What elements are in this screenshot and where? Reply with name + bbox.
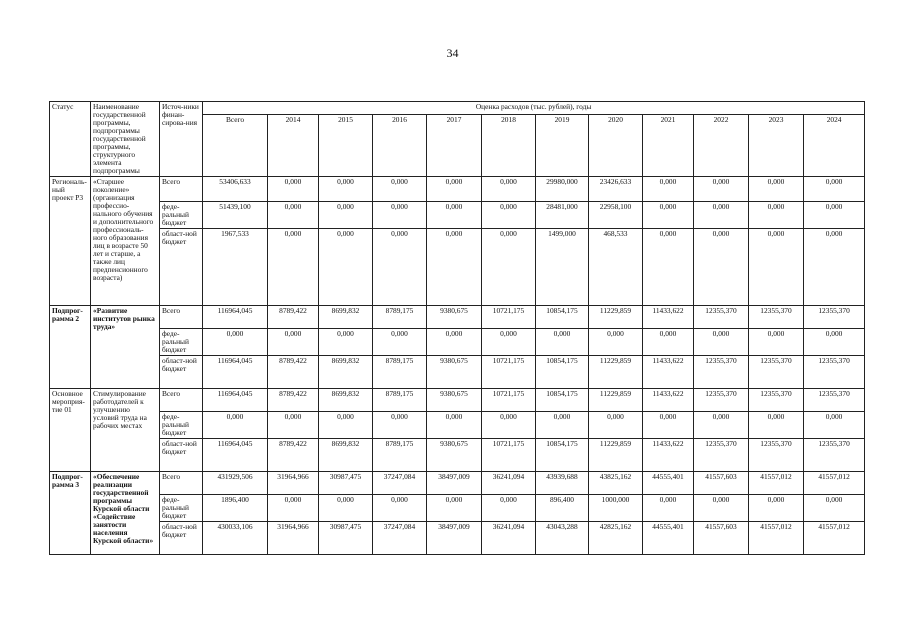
cell-value: 0,000 [427, 202, 482, 229]
cell-value: 0,000 [749, 329, 804, 356]
cell-value: 0,000 [643, 495, 694, 522]
cell-value: 41557,603 [694, 522, 749, 555]
cell-value: 8699,832 [319, 306, 373, 329]
cell-value: 29980,000 [536, 177, 589, 202]
cell-value: 37247,084 [373, 522, 427, 555]
row-funding-source: феде-ральный бюджет [160, 329, 203, 356]
cell-value: 23426,633 [589, 177, 643, 202]
header-estimate: Оценка расходов (тыс. рублей), годы [203, 102, 865, 115]
cell-value: 31964,966 [268, 472, 319, 495]
cell-value: 11433,622 [643, 439, 694, 472]
cell-value: 0,000 [536, 329, 589, 356]
cell-value: 0,000 [268, 202, 319, 229]
cell-value: 0,000 [536, 412, 589, 439]
cell-value: 10854,175 [536, 306, 589, 329]
cell-value: 0,000 [804, 495, 865, 522]
cell-value: 0,000 [268, 229, 319, 306]
cell-value: 0,000 [694, 412, 749, 439]
cell-value: 8789,175 [373, 306, 427, 329]
cell-value: 0,000 [804, 329, 865, 356]
cell-value: 8789,175 [373, 439, 427, 472]
header-column: 2019 [536, 115, 589, 177]
cell-value: 0,000 [643, 202, 694, 229]
cell-value: 0,000 [373, 202, 427, 229]
cell-value: 41557,012 [749, 522, 804, 555]
table-row [50, 329, 865, 356]
table-row [50, 472, 865, 495]
cell-value: 9380,675 [427, 306, 482, 329]
cell-value: 8789,175 [373, 356, 427, 389]
cell-value: 11229,859 [589, 439, 643, 472]
cell-value: 12355,370 [804, 439, 865, 472]
cell-value: 11229,859 [589, 306, 643, 329]
row-funding-source: феде-ральный бюджет [160, 202, 203, 229]
cell-value: 0,000 [643, 412, 694, 439]
cell-value: 12355,370 [694, 389, 749, 412]
cell-value: 12355,370 [694, 439, 749, 472]
table-row [50, 389, 865, 412]
table-row [50, 412, 865, 439]
header-column: 2023 [749, 115, 804, 177]
cell-value: 43825,162 [589, 472, 643, 495]
cell-value: 116964,045 [203, 389, 268, 412]
cell-value: 12355,370 [749, 389, 804, 412]
row-funding-source: Всего [160, 389, 203, 412]
cell-value: 0,000 [482, 329, 536, 356]
cell-value: 0,000 [804, 177, 865, 202]
cell-value: 0,000 [373, 229, 427, 306]
cell-value: 12355,370 [749, 356, 804, 389]
cell-value: 0,000 [643, 329, 694, 356]
cell-value: 10721,175 [482, 356, 536, 389]
cell-value: 0,000 [694, 495, 749, 522]
cell-value: 41557,012 [749, 472, 804, 495]
cell-value: 0,000 [694, 329, 749, 356]
cell-value: 0,000 [482, 177, 536, 202]
cell-value: 9380,675 [427, 356, 482, 389]
cell-value: 43939,688 [536, 472, 589, 495]
cell-value: 9380,675 [427, 389, 482, 412]
row-program-name: «Развитие институтов рынка труда» [91, 306, 160, 389]
row-status: Подпрог-рамма 3 [50, 472, 91, 555]
cell-value: 0,000 [319, 412, 373, 439]
cell-value: 10854,175 [536, 439, 589, 472]
cell-value: 38497,009 [427, 522, 482, 555]
header-column: 2017 [427, 115, 482, 177]
cell-value: 0,000 [203, 329, 268, 356]
cell-value: 0,000 [268, 495, 319, 522]
page-number: 34 [446, 46, 459, 60]
cell-value: 9380,675 [427, 439, 482, 472]
cell-value: 12355,370 [694, 356, 749, 389]
row-funding-source: област-ной бюджет [160, 439, 203, 472]
row-program-name: «Старшее поколение» (организация профессио-нального обучения и дополнительного профессиональ-ного образования лиц в возрасте 50 лет и старше, а также лиц предпенсионного возраста) [91, 177, 160, 306]
cell-value: 0,000 [373, 177, 427, 202]
header-column: 2014 [268, 115, 319, 177]
cell-value: 116964,045 [203, 306, 268, 329]
row-funding-source: Всего [160, 472, 203, 495]
cell-value: 0,000 [427, 177, 482, 202]
row-status: Региональ-ный проект Р3 [50, 177, 91, 306]
cell-value: 0,000 [319, 229, 373, 306]
cell-value: 11229,859 [589, 356, 643, 389]
cell-value: 11433,622 [643, 389, 694, 412]
cell-value: 0,000 [427, 229, 482, 306]
cell-value: 8699,832 [319, 356, 373, 389]
cell-value: 0,000 [749, 495, 804, 522]
header-name: Наименование государственной программы, подпрограммы государственной программы, структурного элемента подпрограммы [91, 102, 160, 177]
cell-value: 1000,000 [589, 495, 643, 522]
cell-value: 8789,422 [268, 439, 319, 472]
header-column: 2016 [373, 115, 427, 177]
cell-value: 896,400 [536, 495, 589, 522]
cell-value: 11229,859 [589, 389, 643, 412]
table-row [50, 495, 865, 522]
cell-value: 41557,012 [804, 522, 865, 555]
header-source: Источ-ники финан-сирова-ния [160, 102, 203, 177]
cell-value: 0,000 [373, 329, 427, 356]
table-row [50, 306, 865, 329]
cell-value: 53406,633 [203, 177, 268, 202]
cell-value: 430033,106 [203, 522, 268, 555]
row-funding-source: област-ной бюджет [160, 356, 203, 389]
cell-value: 116964,045 [203, 439, 268, 472]
cell-value: 11433,622 [643, 306, 694, 329]
cell-value: 10721,175 [482, 439, 536, 472]
cell-value: 431929,506 [203, 472, 268, 495]
cell-value: 8789,422 [268, 306, 319, 329]
cell-value: 12355,370 [804, 306, 865, 329]
table-row [50, 202, 865, 229]
row-status: Подпрог-рамма 2 [50, 306, 91, 389]
cell-value: 0,000 [482, 229, 536, 306]
cell-value: 0,000 [589, 329, 643, 356]
cell-value: 116964,045 [203, 356, 268, 389]
cell-value: 8789,422 [268, 389, 319, 412]
cell-value: 41557,603 [694, 472, 749, 495]
cell-value: 44555,401 [643, 472, 694, 495]
cell-value: 41557,012 [804, 472, 865, 495]
cell-value: 44555,401 [643, 522, 694, 555]
cell-value: 12355,370 [749, 439, 804, 472]
table-row [50, 439, 865, 472]
cell-value: 0,000 [319, 329, 373, 356]
table-row [50, 177, 865, 202]
cell-value: 0,000 [482, 495, 536, 522]
cell-value: 30987,475 [319, 472, 373, 495]
row-funding-source: феде-ральный бюджет [160, 412, 203, 439]
cell-value: 468,533 [589, 229, 643, 306]
cell-value: 0,000 [749, 229, 804, 306]
cell-value: 10721,175 [482, 306, 536, 329]
cell-value: 8699,832 [319, 389, 373, 412]
cell-value: 12355,370 [694, 306, 749, 329]
cell-value: 0,000 [268, 177, 319, 202]
header-column: 2021 [643, 115, 694, 177]
cell-value: 37247,084 [373, 472, 427, 495]
cell-value: 11433,622 [643, 356, 694, 389]
header-column: 2024 [804, 115, 865, 177]
table-row [50, 522, 865, 555]
cell-value: 0,000 [804, 202, 865, 229]
table-row [50, 356, 865, 389]
cell-value: 0,000 [804, 229, 865, 306]
table-body [50, 177, 865, 555]
cell-value: 0,000 [427, 329, 482, 356]
row-funding-source: Всего [160, 177, 203, 202]
row-funding-source: Всего [160, 306, 203, 329]
cell-value: 0,000 [268, 329, 319, 356]
cell-value: 0,000 [482, 202, 536, 229]
cell-value: 0,000 [643, 229, 694, 306]
cell-value: 10721,175 [482, 389, 536, 412]
cell-value: 0,000 [427, 495, 482, 522]
cell-value: 1967,533 [203, 229, 268, 306]
cell-value: 0,000 [589, 412, 643, 439]
cell-value: 28481,000 [536, 202, 589, 229]
cell-value: 0,000 [268, 412, 319, 439]
cell-value: 12355,370 [804, 389, 865, 412]
row-funding-source: феде-ральный бюджет [160, 495, 203, 522]
cell-value: 51439,100 [203, 202, 268, 229]
cell-value: 0,000 [203, 412, 268, 439]
cell-value: 42825,162 [589, 522, 643, 555]
cell-value: 0,000 [804, 412, 865, 439]
header-column: 2022 [694, 115, 749, 177]
cell-value: 30987,475 [319, 522, 373, 555]
row-program-name: Стимулирование работодателей к улучшению условий труда на рабочих местах [91, 389, 160, 472]
row-funding-source: област-ной бюджет [160, 229, 203, 306]
cell-value: 8789,422 [268, 356, 319, 389]
header-column: Всего [203, 115, 268, 177]
header-column: 2020 [589, 115, 643, 177]
cell-value: 1896,400 [203, 495, 268, 522]
cell-value: 0,000 [373, 412, 427, 439]
row-funding-source: област-ной бюджет [160, 522, 203, 555]
table-row [50, 229, 865, 306]
cell-value: 0,000 [749, 412, 804, 439]
row-status: Основное мероприя-тие 01 [50, 389, 91, 472]
cell-value: 8699,832 [319, 439, 373, 472]
cell-value: 10854,175 [536, 356, 589, 389]
cell-value: 38497,009 [427, 472, 482, 495]
cell-value: 0,000 [319, 177, 373, 202]
cell-value: 12355,370 [804, 356, 865, 389]
cell-value: 0,000 [694, 229, 749, 306]
cell-value: 12355,370 [749, 306, 804, 329]
cell-value: 8789,175 [373, 389, 427, 412]
header-column: 2018 [482, 115, 536, 177]
cell-value: 36241,094 [482, 472, 536, 495]
cell-value: 0,000 [319, 202, 373, 229]
cell-value: 22958,100 [589, 202, 643, 229]
cell-value: 0,000 [319, 495, 373, 522]
header-column: 2015 [319, 115, 373, 177]
cell-value: 0,000 [427, 412, 482, 439]
cell-value: 1499,000 [536, 229, 589, 306]
cell-value: 0,000 [482, 412, 536, 439]
cell-value: 36241,094 [482, 522, 536, 555]
cell-value: 0,000 [694, 177, 749, 202]
cell-value: 0,000 [694, 202, 749, 229]
cell-value: 0,000 [373, 495, 427, 522]
cell-value: 0,000 [643, 177, 694, 202]
header-status: Статус [50, 102, 91, 177]
row-program-name: «Обеспечение реализации государственной программы Курской области «Содействие занятости населения Курской области» [91, 472, 160, 555]
cell-value: 31964,966 [268, 522, 319, 555]
cell-value: 43043,288 [536, 522, 589, 555]
cell-value: 10854,175 [536, 389, 589, 412]
cell-value: 0,000 [749, 177, 804, 202]
budget-table [49, 101, 865, 555]
cell-value: 0,000 [749, 202, 804, 229]
